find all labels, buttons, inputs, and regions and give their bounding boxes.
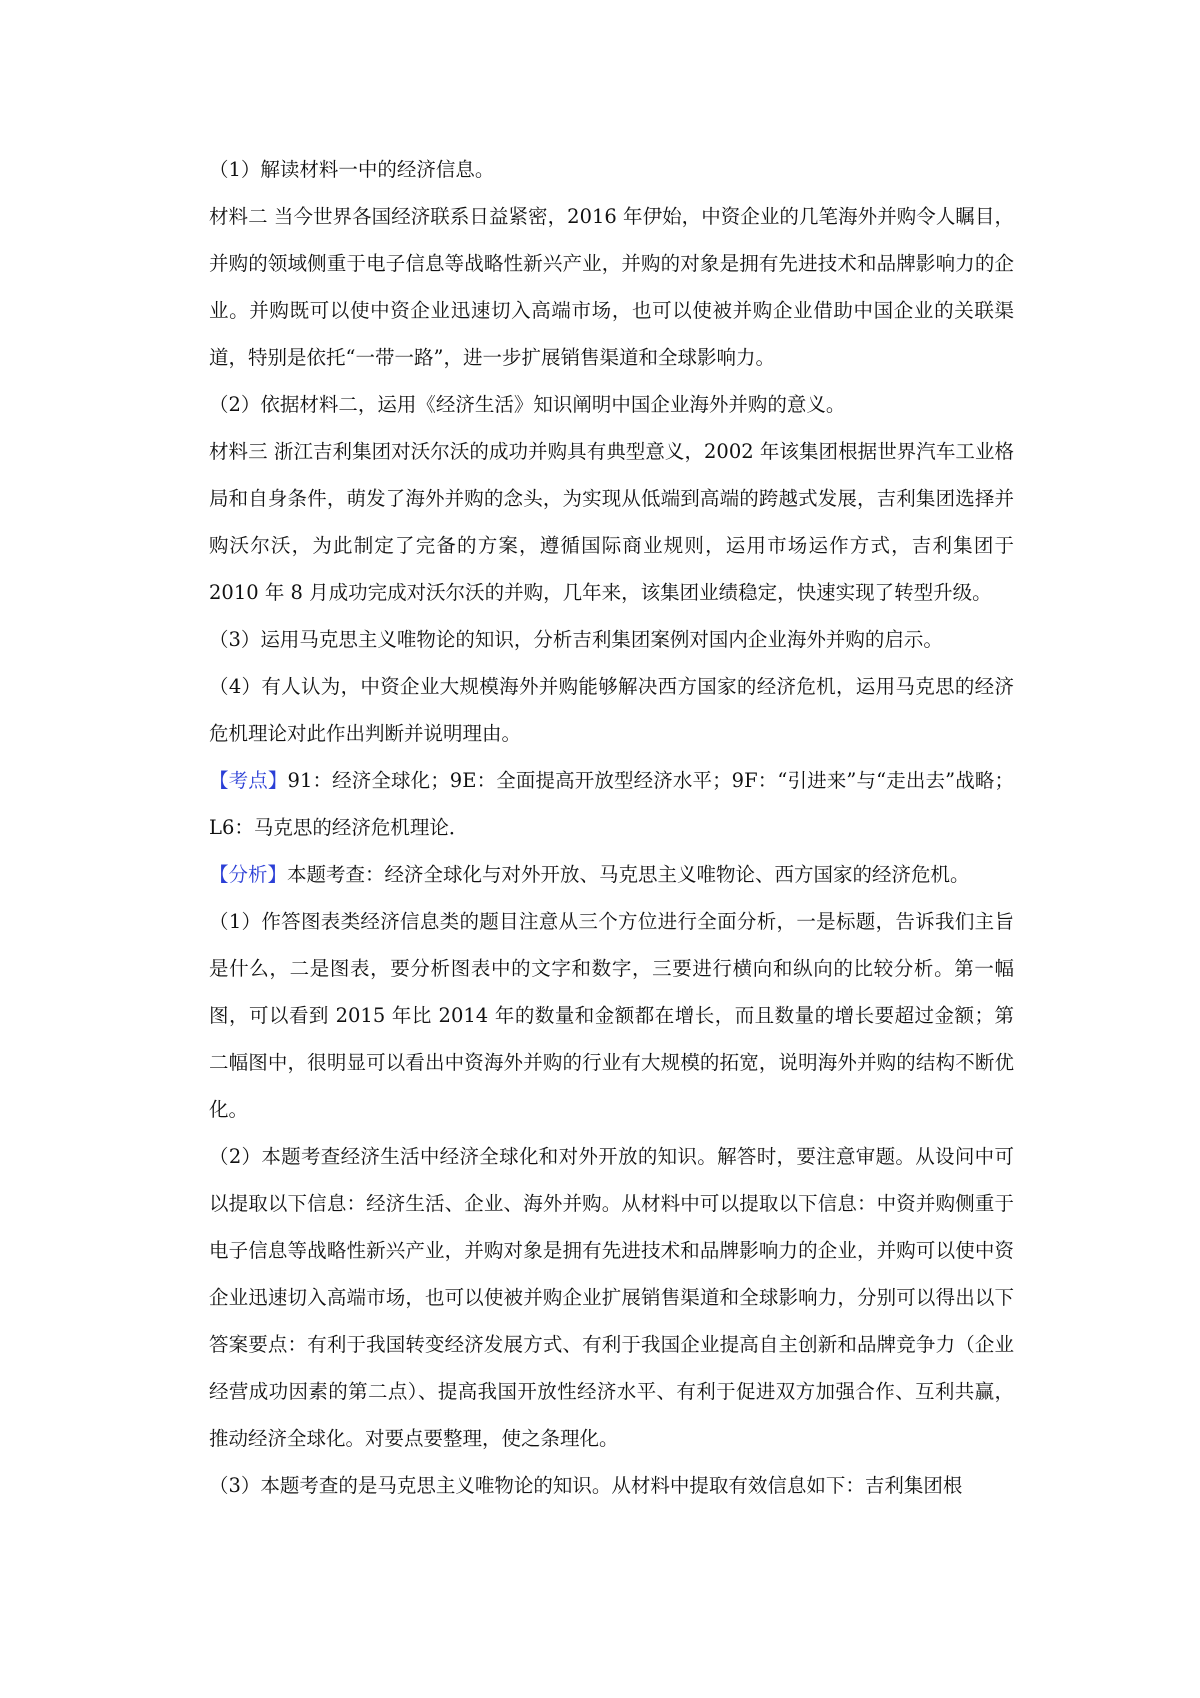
analysis-1: （1）作答图表类经济信息类的题目注意从三个方位进行全面分析，一是标题，告诉我们主旨是什么，二是图表，要分析图表中的文字和数字，三要进行横向和纵向的比较分析。第一幅图，可以看到 2015 年比 2014 年的数量和金额都在增长，而且数量的增长要超过金额；第二幅图中，很明显可以看出中资海外并购的行业有大规模的拓宽，说明海外并购的结构不断优化。	[209, 910, 1014, 1121]
material-2: 材料二 当今世界各国经济联系日益紧密，2016 年伊始，中资企业的几笔海外并购令人瞩目，并购的领域侧重于电子信息等战略性新兴产业，并购的对象是拥有先进技术和品牌影响力的企业。并购既可以使中资企业迅速切入高端市场，也可以使被并购企业借助中国企业的关联渠道，特别是依托“一带一路”，进一步扩展销售渠道和全球影响力。	[209, 205, 1014, 369]
kaodian-paragraph	[209, 757, 1014, 851]
material-3: 材料三 浙江吉利集团对沃尔沃的成功并购具有典型意义，2002 年该集团根据世界汽车工业格局和自身条件，萌发了海外并购的念头，为实现从低端到高端的跨越式发展，吉利集团选择并购沃尔沃，为此制定了完备的方案，遵循国际商业规则，运用市场运作方式，吉利集团于 2010 年 8 月成功完成对沃尔沃的并购，几年来，该集团业绩稳定，快速实现了转型升级。	[209, 440, 1014, 604]
question-4: （4）有人认为，中资企业大规模海外并购能够解决西方国家的经济危机，运用马克思的经济危机理论对此作出判断并说明理由。	[209, 675, 1014, 745]
question-3: （3）运用马克思主义唯物论的知识，分析吉利集团案例对国内企业海外并购的启示。	[209, 628, 943, 651]
kaodian-label: 【考点】	[209, 769, 288, 792]
question-1: （1）解读材料一中的经济信息。	[209, 158, 495, 181]
analysis-2: （2）本题考查经济生活中经济全球化和对外开放的知识。解答时，要注意审题。从设问中可以提取以下信息：经济生活、企业、海外并购。从材料中可以提取以下信息：中资并购侧重于电子信息等战略性新兴产业，并购对象是拥有先进技术和品牌影响力的企业，并购可以使中资企业迅速切入高端市场，也可以使被并购企业扩展销售渠道和全球影响力，分别可以得出以下答案要点：有利于我国转变经济发展方式、有利于我国企业提高自主创新和品牌竞争力（企业经营成功因素的第二点）、提高我国开放性经济水平、有利于促进双方加强合作、互利共赢，推动经济全球化。对要点要整理，使之条理化。	[209, 1145, 1014, 1450]
fenxi-text: 本题考查：经济全球化与对外开放、马克思主义唯物论、西方国家的经济危机。	[287, 863, 970, 886]
kaodian-text: 91：经济全球化；9E：全面提高开放型经济水平；9F：“引进来”与“走出去”战略；L6：马克思的经济危机理论．	[209, 769, 1014, 839]
fenxi-paragraph	[209, 851, 1014, 898]
analysis-3: （3）本题考查的是马克思主义唯物论的知识。从材料中提取有效信息如下：吉利集团根	[209, 1474, 963, 1497]
fenxi-label: 【分析】	[209, 863, 288, 886]
question-2: （2）依据材料二，运用《经济生活》知识阐明中国企业海外并购的意义。	[209, 393, 846, 416]
